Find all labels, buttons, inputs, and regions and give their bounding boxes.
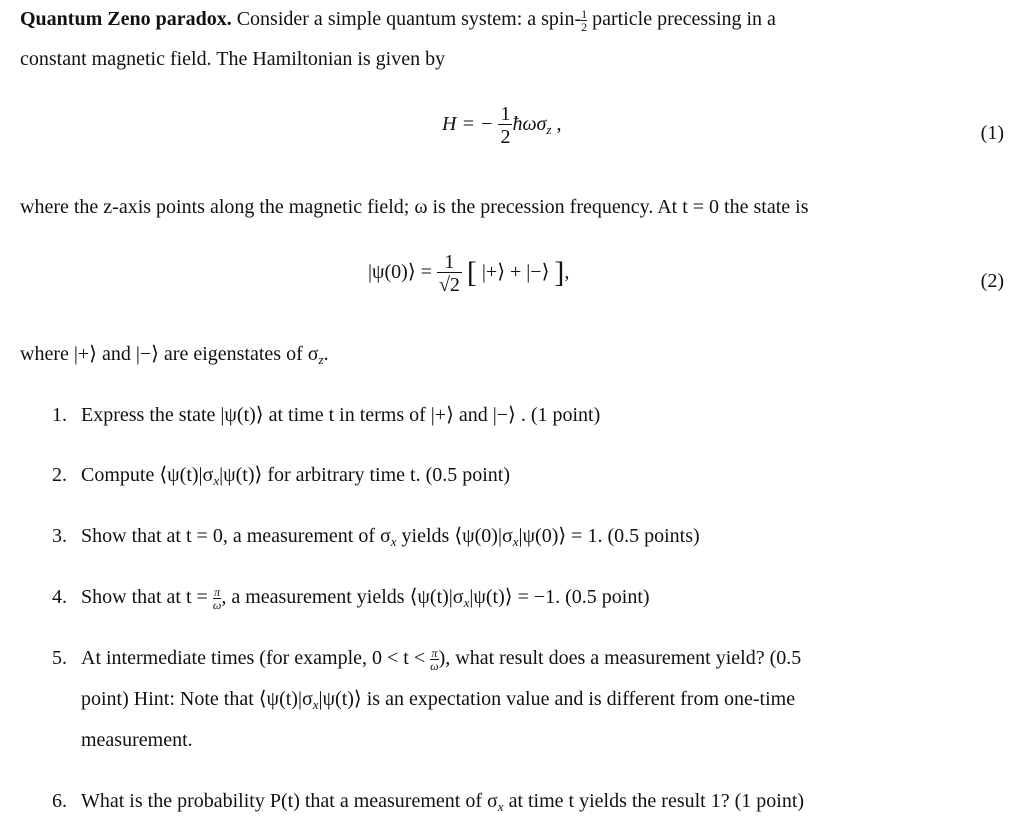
paragraph-2: where the z-axis points along the magnetic field; ω is the precession frequency. At t = 0 the state is — [20, 196, 809, 218]
item-5-line1-a: At intermediate times (for example, 0 < t < — [81, 647, 431, 669]
item-2-number: 2. — [52, 464, 67, 486]
item-4-frac-num: π — [214, 584, 221, 599]
equation-1-number: (1) — [980, 122, 1004, 144]
item-4-sub: x — [463, 595, 470, 610]
equation-2 — [368, 252, 569, 295]
item-4-text-b: , a measurement yields ⟨ψ(t)|σ — [221, 586, 464, 608]
item-5-line2-a: point) Hint: Note that ⟨ψ(t)|σ — [81, 688, 313, 710]
item-2-sub: x — [213, 473, 220, 488]
para3-sub: z — [318, 352, 324, 367]
item-5-line-1 — [81, 646, 801, 672]
para3-end: . — [323, 343, 329, 365]
item-5-line-3: measurement. — [81, 729, 193, 751]
item-4-number: 4. — [52, 586, 67, 608]
eq1-lhs: H = − — [442, 113, 494, 136]
equation-2-number: (2) — [980, 270, 1004, 292]
paragraph-3 — [20, 342, 329, 372]
item-4-text-a: Show that at t = — [81, 586, 213, 608]
heading: Quantum Zeno paradox. — [20, 8, 232, 30]
item-5-line-2 — [81, 687, 795, 717]
item-5-line1-b: ), what result does a measurement yield? (0.5 — [438, 647, 802, 669]
item-3 — [81, 524, 700, 554]
item-5-frac-num: π — [431, 645, 438, 660]
eq1-fraction — [498, 104, 512, 147]
eq2-content: |+⟩ + |−⟩ — [476, 261, 555, 284]
spin-fraction — [581, 8, 587, 33]
equation-1 — [442, 104, 561, 147]
eq1-frac-den: 2 — [500, 126, 511, 148]
item-1-text: Express the state |ψ(t)⟩ at time t in terms of |+⟩ and |−⟩ . (1 point) — [81, 404, 601, 426]
item-5-frac-den: ω — [430, 658, 439, 673]
intro-text: Consider a simple quantum system: a spin- — [236, 8, 582, 30]
eq1-sub: z — [546, 122, 552, 138]
eq1-rhs: ħωσ — [512, 113, 547, 136]
item-2-text-a: Compute ⟨ψ(t)|σ — [81, 464, 214, 486]
item-6 — [81, 789, 804, 819]
item-3-sub-1: x — [390, 534, 397, 549]
item-5-number: 5. — [52, 647, 67, 669]
spin-den: 2 — [581, 19, 588, 34]
eq2-lhs: |ψ(0)⟩ = — [368, 261, 432, 284]
intro-text-end: particle precessing in a — [592, 8, 776, 30]
item-4-text-c: |ψ(t)⟩ = −1. (0.5 point) — [469, 586, 650, 608]
item-3-number: 3. — [52, 525, 67, 547]
item-6-sub: x — [497, 799, 504, 814]
item-4-frac-den: ω — [212, 597, 222, 612]
eq1-tail: , — [551, 113, 562, 136]
para3-text: where |+⟩ and |−⟩ are eigenstates of σ — [20, 343, 319, 365]
item-2-text-b: |ψ(t)⟩ for arbitrary time t. (0.5 point) — [219, 464, 511, 486]
item-6-text-a: What is the probability P(t) that a measurement of σ — [81, 790, 498, 812]
eq2-rbracket: ] — [554, 256, 565, 290]
item-3-text-b: yields ⟨ψ(0)|σ — [396, 525, 513, 547]
item-4 — [81, 585, 650, 615]
eq1-frac-num: 1 — [500, 103, 511, 125]
item-3-text-a: Show that at t = 0, a measurement of σ — [81, 525, 391, 547]
item-5-fraction — [430, 647, 438, 672]
item-3-sub-2: x — [512, 534, 519, 549]
intro-line-1 — [20, 7, 776, 33]
item-5-sub: x — [312, 697, 319, 712]
item-6-number: 6. — [52, 790, 67, 812]
eq2-tail: , — [564, 261, 570, 284]
item-5-line2-b: |ψ(t)⟩ is an expectation value and is different from one-time — [318, 688, 796, 710]
eq2-frac-den: √2 — [438, 274, 460, 296]
item-1-number: 1. — [52, 404, 67, 426]
intro-line-2: constant magnetic field. The Hamiltonian is given by — [20, 48, 446, 70]
spin-num: 1 — [581, 6, 588, 21]
item-2 — [81, 463, 510, 493]
item-6-text-b: at time t yields the result 1? (1 point) — [503, 790, 805, 812]
item-3-text-c: |ψ(0)⟩ = 1. (0.5 points) — [518, 525, 700, 547]
eq2-fraction — [437, 252, 462, 295]
eq2-lbracket: [ — [466, 256, 477, 290]
eq2-frac-num: 1 — [444, 251, 455, 273]
